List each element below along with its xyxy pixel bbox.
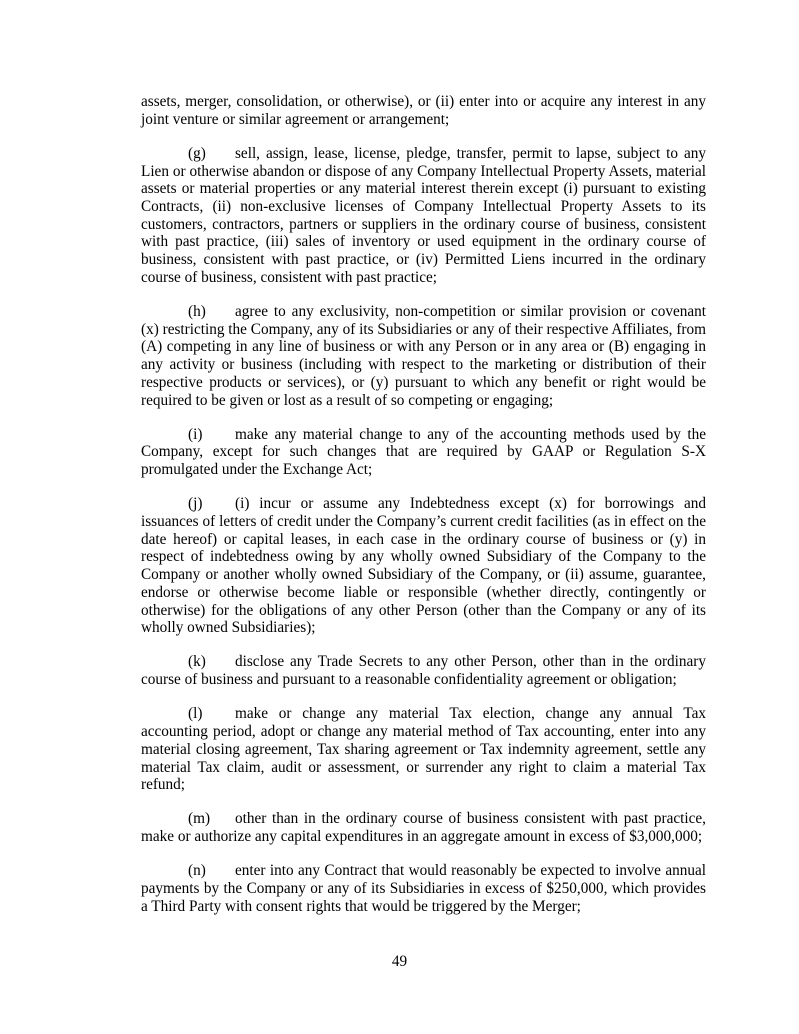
clause-label: (h): [188, 303, 206, 321]
clause-i: [141, 426, 706, 479]
clause-h: [141, 303, 706, 409]
clause-label: (l): [188, 705, 203, 723]
clause-text: agree to any exclusivity, non-competition or similar provision or covenant (x) restricting the Company, any of its Subsidiaries or any of their respective Affiliates, from (A) competing in any line of business or with any Person or in any area or (B) engaging in any activity or business (including with respect to the marketing or distribution of their respective products or services), or (y) pursuant to which any benefit or right would be required to be given or lost as a result of so competing or engaging;: [141, 303, 706, 409]
clause-label: (k): [188, 653, 206, 671]
clause-label: (m): [188, 810, 211, 828]
clause-text: sell, assign, lease, license, pledge, transfer, permit to lapse, subject to any Lien or otherwise abandon or dispose of any Company Intellectual Property Assets, material assets or material properties or any material interest therein except (i) pursuant to existing Contracts, (ii) non-exclusive licenses of Company Intellectual Property Assets to its customers, contractors, partners or suppliers in the ordinary course of business, consistent with past practice, (iii) sales of inventory or used equipment in the ordinary course of business, consistent with past practice, or (iv) Permitted Liens incurred in the ordinary course of business, consistent with past practice;: [141, 144, 706, 286]
clause-m: [141, 810, 706, 845]
clause-text: make or change any material Tax election, change any annual Tax accounting period, adopt or change any material method of Tax accounting, enter into any material closing agreement, Tax sharing agreement or Tax indemnity agreement, settle any material Tax claim, audit or assessment, or surrender any right to claim a material Tax refund;: [141, 705, 706, 794]
clause-label: (g): [188, 144, 206, 162]
clause-n: [141, 862, 706, 915]
continuation-paragraph: assets, merger, consolidation, or otherwise), or (ii) enter into or acquire any interest in any joint venture or similar agreement or arrangement;: [141, 93, 706, 128]
clause-label: (n): [188, 862, 206, 880]
clause-text: make any material change to any of the accounting methods used by the Company, except for such changes that are required by GAAP or Regulation S-X promulgated under the Exchange Act;: [141, 425, 706, 479]
document-page: [141, 93, 706, 932]
clause-text: other than in the ordinary course of business consistent with past practice, make or authorize any capital expenditures in an aggregate amount in excess of $3,000,000;: [141, 810, 706, 846]
clause-j: [141, 495, 706, 637]
clause-l: [141, 705, 706, 794]
clause-text: disclose any Trade Secrets to any other Person, other than in the ordinary course of business and pursuant to a reasonable confidentiality agreement or obligation;: [141, 653, 706, 689]
clause-label: (i): [188, 425, 203, 443]
clause-text: enter into any Contract that would reasonably be expected to involve annual payments by the Company or any of its Subsidiaries in excess of $250,000, which provides a Third Party with consent rights that would be triggered by the Merger;: [141, 862, 706, 915]
page-number: 49: [391, 953, 408, 970]
clause-g: [141, 145, 706, 287]
clause-k: [141, 653, 706, 688]
clause-text: (i) incur or assume any Indebtedness except (x) for borrowings and issuances of letters of credit under the Company’s current credit facilities (as in effect on the date hereof) or capital leases, in each case in the ordinary course of business or (y) in respect of indebtedness owing by any wholly owned Subsidiary of the Company to the Company or another wholly owned Subsidiary of the Company, or (ii) assume, guarantee, endorse or otherwise become liable or responsible (whether directly, contingently or otherwise) for the obligations of any other Person (other than the Company or any of its wholly owned Subsidiaries);: [141, 495, 706, 637]
clause-label: (j): [188, 495, 203, 513]
